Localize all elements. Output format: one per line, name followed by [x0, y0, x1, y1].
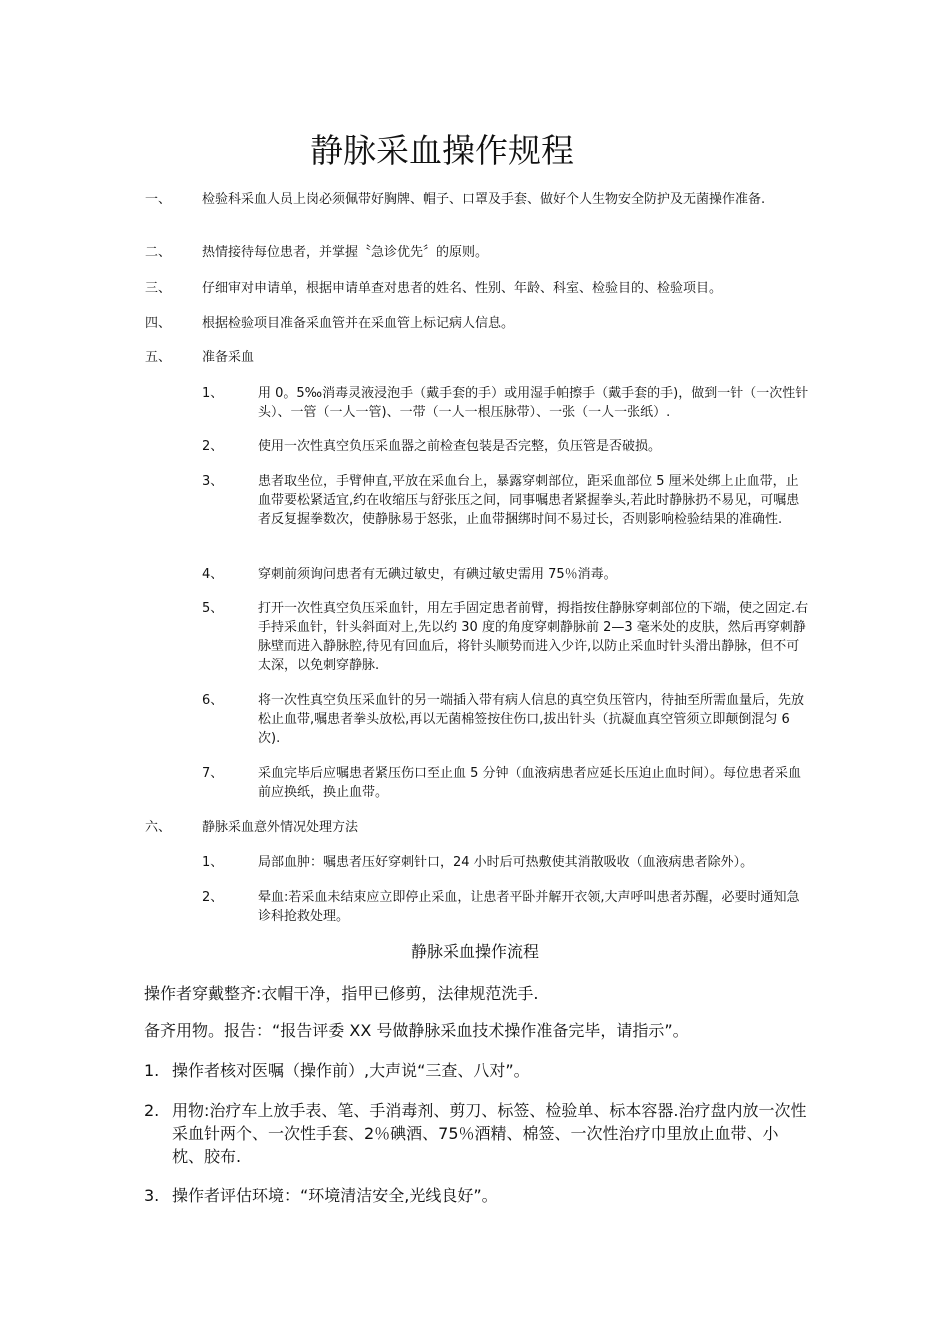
step-number: 6、 — [202, 693, 224, 708]
section-2 — [145, 243, 810, 262]
section-3 — [145, 279, 810, 298]
prep-step-7 — [202, 764, 810, 802]
prep-step-5 — [202, 599, 810, 675]
prep-step-3 — [202, 472, 810, 529]
step-text: 打开一次性真空负压采血针，用左手固定患者前臂，拇指按住静脉穿刺部位的下端，使之固定.右手持采血针，针头斜面对上,先以约 30 度的角度穿刺静脉前 2—3 毫米处的皮肤，然后再穿刺静脉壁而进入静脉腔,待见有回血后，将针头顺势而进入少许,以防止采血时针头滑出静脉，但不可太深，以免刺穿静脉. — [258, 601, 809, 673]
section-text: 热情接待每位患者，并掌握〝急诊优先〞的原则。 — [202, 245, 489, 260]
step-text: 使用一次性真空负压采血器之前检查包装是否完整，负压管是否破损。 — [258, 439, 662, 454]
item-text: 用物:治疗车上放手表、笔、手消毒剂、剪刀、标签、检验单、标本容器.治疗盘内放一次性采血针两个、一次性手套、2％碘酒、75％酒精、棉签、一次性治疗巾里放止血带、小枕、胶布. — [172, 1101, 807, 1166]
section-number: 六、 — [145, 820, 172, 835]
section-number: 二、 — [145, 245, 172, 260]
step-number: 2、 — [202, 439, 224, 454]
step-text: 将一次性真空负压采血针的另一端插入带有病人信息的真空负压管内，待抽至所需血量后，先放松止血带,嘱患者拳头放松,再以无菌棉签按住伤口,拔出针头（抗凝血真空管须立即颠倒混匀 6 次). — [258, 693, 805, 746]
flow-title: 静脉采血操作流程 — [410, 942, 539, 961]
accident-step-2 — [202, 888, 810, 926]
step-text: 穿刺前须询问患者有无碘过敏史，有碘过敏史需用 75％消毒。 — [258, 567, 617, 582]
step-text: 患者取坐位，手臂伸直,平放在采血台上，暴露穿刺部位，距采血部位 5 厘米处绑上止血带，止血带要松紧适宜,约在收缩压与舒张压之间，同事嘱患者紧握拳头,若此时静脉扔不易见，可嘱患者反复握拳数次，使静脉易于怒张，止血带捆绑时间不易过长，否则影响检验结果的准确性. — [258, 474, 800, 527]
item-text: 操作者评估环境：“环境清洁安全,光线良好”。 — [172, 1186, 498, 1205]
step-number: 7、 — [202, 766, 224, 781]
flow-item-3 — [144, 1184, 810, 1207]
prep-step-4 — [202, 565, 810, 584]
step-number: 4、 — [202, 567, 224, 582]
step-number: 1、 — [202, 855, 224, 870]
item-number: 1. — [144, 1061, 160, 1080]
section-1 — [145, 190, 810, 209]
section-text: 检验科采血人员上岗必须佩带好胸牌、帽子、口罩及手套、做好个人生物安全防护及无菌操作准备. — [202, 192, 766, 207]
step-number: 2、 — [202, 890, 224, 905]
step-number: 5、 — [202, 601, 224, 616]
step-text: 局部血肿：嘱患者压好穿刺针口，24 小时后可热敷使其消散吸收（血液病患者除外）。 — [258, 855, 754, 870]
step-text: 采血完毕后应嘱患者紧压伤口至止血 5 分钟（血液病患者应延长压迫止血时间）。每位患者采血前应换纸，换止血带。 — [258, 766, 802, 800]
section-5 — [145, 348, 810, 367]
prep-step-2 — [202, 437, 810, 456]
section-text: 根据检验项目准备采血管并在采血管上标记病人信息。 — [202, 316, 515, 331]
section-number: 五、 — [145, 350, 172, 365]
accident-step-1 — [202, 853, 810, 872]
section-number: 三、 — [145, 281, 172, 296]
item-text: 操作者核对医嘱（操作前）,大声说“三查、八对”。 — [172, 1061, 530, 1080]
flow-paragraph-1: 操作者穿戴整齐:衣帽干净，指甲已修剪，法律规范洗手. — [144, 984, 539, 1003]
step-text: 晕血:若采血未结束应立即停止采血，让患者平卧并解开衣领,大声呼叫患者苏醒，必要时通知急诊科抢救处理。 — [258, 890, 800, 924]
prep-step-6 — [202, 691, 810, 748]
step-number: 1、 — [202, 386, 224, 401]
section-number: 四、 — [145, 316, 172, 331]
prep-step-1 — [202, 384, 810, 422]
section-number: 一、 — [145, 192, 172, 207]
flow-paragraph-2: 备齐用物。报告：“报告评委 XX 号做静脉采血技术操作准备完毕，请指示”。 — [144, 1021, 689, 1040]
document-title: 静脉采血操作规程 — [310, 131, 574, 170]
section-text: 准备采血 — [202, 350, 255, 365]
step-text: 用 0。5‰消毒灵液浸泡手（戴手套的手）或用湿手帕擦手（戴手套的手)，做到一针（一次性针头）、一管（一人一管)、一带（一人一根压脉带）、一张（一人一张纸）. — [258, 386, 809, 420]
item-number: 3. — [144, 1186, 160, 1205]
section-text: 仔细审对申请单，根据申请单查对患者的姓名、性别、年龄、科室、检验目的、检验项目。 — [202, 281, 723, 296]
item-number: 2. — [144, 1101, 160, 1120]
section-6 — [145, 818, 810, 837]
flow-item-2 — [144, 1099, 810, 1168]
section-4 — [145, 314, 810, 333]
step-number: 3、 — [202, 474, 224, 489]
flow-item-1 — [144, 1059, 810, 1082]
section-text: 静脉采血意外情况处理方法 — [202, 820, 359, 835]
